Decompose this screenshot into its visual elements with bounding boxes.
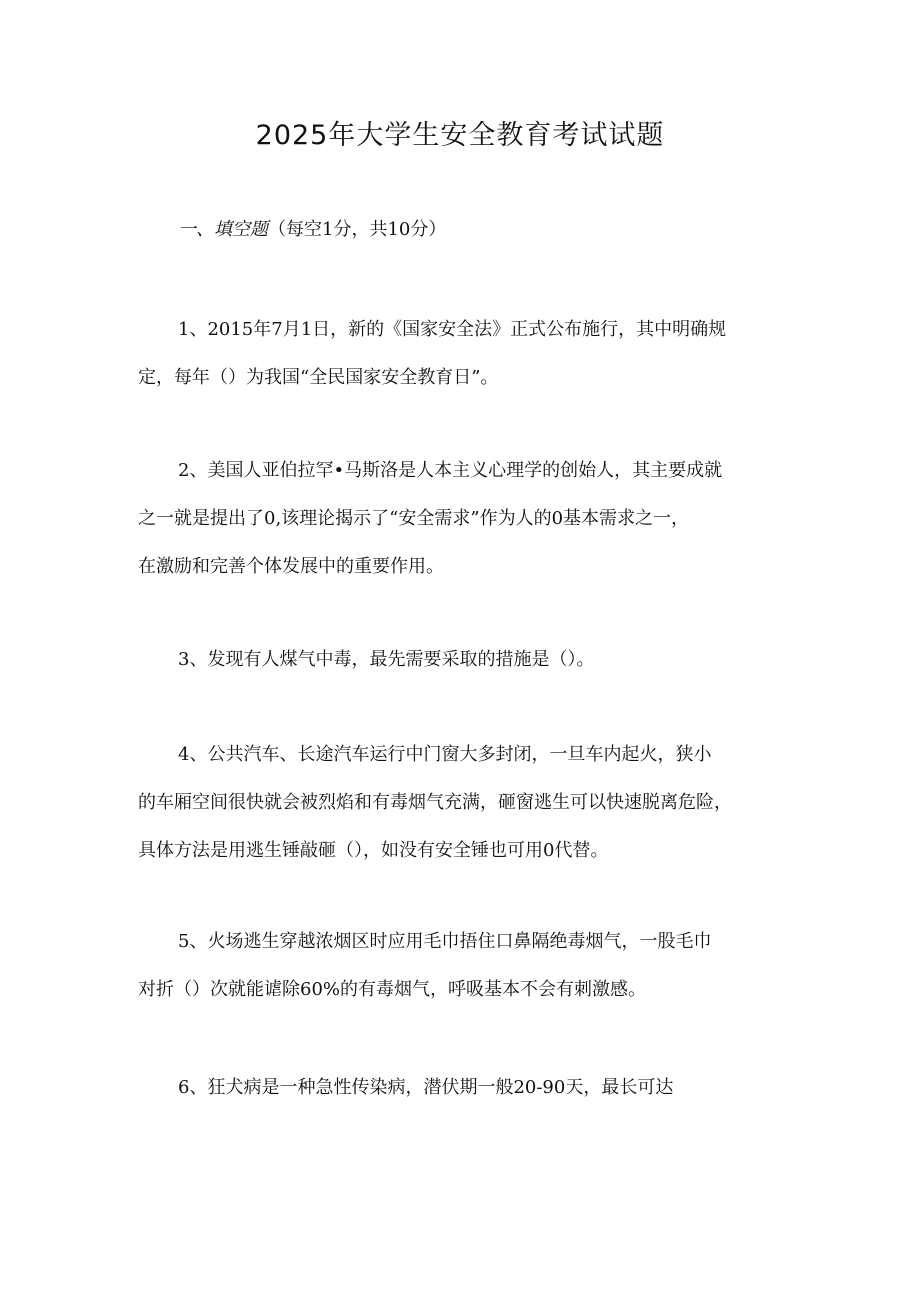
question-line: 在激励和完善个体发展中的重要作用。: [138, 556, 444, 577]
question-6: [138, 1064, 788, 1112]
question-line: 3、发现有人煤气中毒，最先需要采取的措施是（）。: [178, 649, 595, 670]
question-4: [138, 731, 788, 875]
question-1: [138, 306, 788, 402]
question-line: 6、狂犬病是一种急性传染病，潜伏期一般20-90天，最长可达: [178, 1077, 674, 1098]
question-line: 4、公共汽车、长途汽车运行中门窗大多封闭，一旦车内起火，狭小: [178, 744, 712, 765]
question-line: 5、火场逃生穿越浓烟区时应用毛巾捂住口鼻隔绝毒烟气，一股毛巾: [178, 931, 712, 952]
question-line: 具体方法是用逃生锤敲砸（），如没有安全锤也可用0代替。: [138, 840, 609, 861]
question-line: 的车厢空间很快就会被烈焰和有毒烟气充满，砸窗逃生可以快速脱离危险，: [138, 792, 732, 813]
question-line: 定，每年（）为我国“全民国家安全教育日”。: [138, 367, 499, 388]
section-heading: [178, 216, 446, 244]
question-line: 2、美国人亚伯拉罕•马斯洛是人本主义心理学的创始人，其主要成就: [178, 460, 723, 481]
question-line: 之一就是提出了0,该理论揭示了“安全需求”作为人的0基本需求之一，: [138, 508, 690, 529]
question-line: 1、2015年7月1日，新的《国家安全法》正式公布施行，其中明确规: [178, 319, 727, 340]
section-label: 一、填空题: [178, 219, 268, 240]
question-5: [138, 918, 788, 1014]
question-3: [138, 636, 788, 684]
question-line: 对折（）次就能谑除60%的有毒烟气，呼吸基本不会有刺激感。: [138, 979, 647, 1000]
section-scoring-note: （每空1分，共10分）: [268, 219, 447, 240]
document-title: 2025年大学生安全教育考试试题: [255, 120, 665, 151]
question-2: [138, 447, 788, 591]
